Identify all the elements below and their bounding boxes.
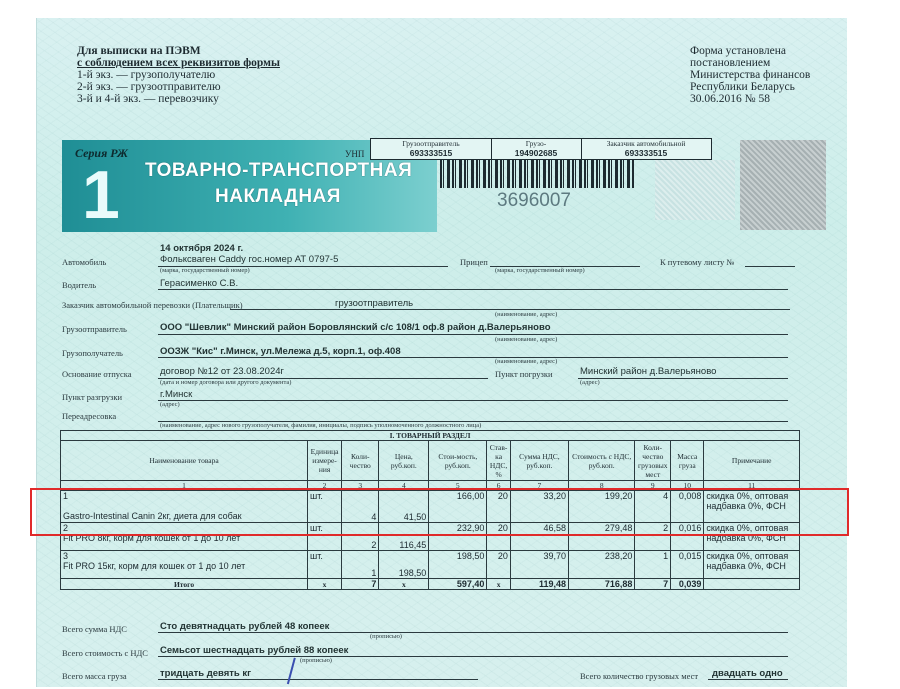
cost-cell: 198,50 bbox=[429, 551, 487, 579]
vat-total-value: Сто девятнадцать рублей 48 копеек bbox=[160, 621, 330, 632]
vat-words-caption: (прописью) bbox=[370, 633, 402, 640]
col-header: Коли-чество грузовых мест bbox=[635, 441, 671, 481]
waybill-label: К путевому листу № bbox=[660, 257, 735, 267]
total-vat-rate: х bbox=[487, 579, 511, 590]
copy-line: 3-й и 4-й экз. — перевозчику bbox=[77, 93, 219, 105]
unloading-label: Пункт разгрузки bbox=[62, 392, 123, 402]
unit-cell: шт. bbox=[308, 523, 342, 551]
sum-total-value: Семьсот шестнадцать рублей 88 копеек bbox=[160, 645, 349, 656]
copy-line: 2-й экз. — грузоотправителю bbox=[77, 81, 221, 93]
hologram bbox=[655, 160, 735, 220]
total-mass: 0,039 bbox=[671, 579, 704, 590]
col-header: Масса груза bbox=[671, 441, 704, 481]
loading-caption: (адрес) bbox=[580, 379, 600, 386]
total-note bbox=[704, 579, 800, 590]
places-cell: 1 bbox=[635, 551, 671, 579]
note-line-2: с соблюдением всех реквизитов формы bbox=[77, 57, 280, 69]
copy-number: 1 bbox=[82, 157, 120, 233]
col-header: Коли-чество bbox=[342, 441, 379, 481]
col-header: Сумма НДС, руб.коп. bbox=[510, 441, 568, 481]
col-number: 11 bbox=[704, 481, 800, 491]
mass-cell: 0,008 bbox=[671, 491, 704, 523]
driver-label: Водитель bbox=[62, 280, 97, 290]
consignee-value: ООЗЖ "Кис" г.Минск, ул.Мележа д.5, корп.1, оф.408 bbox=[160, 346, 401, 357]
sum-total-label: Всего стоимость с НДС bbox=[62, 648, 148, 658]
col-header: Наименование товара bbox=[61, 441, 308, 481]
readdress-label: Переадресовка bbox=[62, 411, 117, 421]
mass-total-value: тридцать девять кг bbox=[160, 668, 252, 679]
section-title: I. ТОВАРНЫЙ РАЗДЕЛ bbox=[61, 431, 800, 441]
qty-cell: 2 bbox=[342, 523, 379, 551]
shipper-caption: (наименование, адрес) bbox=[495, 336, 558, 343]
price-cell: 41,50 bbox=[379, 491, 429, 523]
doc-date: 14 октября 2024 г. bbox=[160, 243, 244, 254]
copy-line: 1-й экз. — грузополучателю bbox=[77, 69, 216, 81]
col-number: 5 bbox=[429, 481, 487, 491]
places-total-value: двадцать одно bbox=[712, 668, 783, 679]
customer-value: грузоотправитель bbox=[335, 298, 414, 309]
mass-cell: 0,015 bbox=[671, 551, 704, 579]
driver-value: Герасименко С.В. bbox=[160, 278, 239, 289]
col-number: 3 bbox=[342, 481, 379, 491]
col-number: 9 bbox=[635, 481, 671, 491]
total-qty: 7 bbox=[342, 579, 379, 590]
col-header: Стоимость с НДС, руб.коп. bbox=[568, 441, 634, 481]
unp-consignee: Грузо- 194902685 bbox=[491, 139, 582, 159]
unp-label: УНП bbox=[345, 149, 365, 159]
form-note-line: Республики Беларусь bbox=[690, 81, 795, 93]
cost-cell: 166,00 bbox=[429, 491, 487, 523]
trailer-label: Прицеп bbox=[460, 257, 488, 267]
col-number: 10 bbox=[671, 481, 704, 491]
table-header-row bbox=[61, 441, 800, 481]
trailer-caption: (марка, государственный номер) bbox=[495, 267, 585, 274]
unp-customer: Заказчик автомобильной 693333515 bbox=[606, 139, 686, 158]
qty-cell: 4 bbox=[342, 491, 379, 523]
form-note-line: 30.06.2016 № 58 bbox=[690, 93, 770, 105]
table-row bbox=[61, 551, 800, 579]
serial-number: 3696007 bbox=[497, 190, 571, 211]
form-note-line: постановлением bbox=[690, 57, 771, 69]
col-number: 1 bbox=[61, 481, 308, 491]
places-cell: 4 bbox=[635, 491, 671, 523]
unloading-caption: (адрес) bbox=[160, 401, 180, 408]
car-value: Фольксваген Caddy гос.номер АТ 0797-5 bbox=[160, 254, 339, 265]
vat-rate-cell: 20 bbox=[487, 551, 511, 579]
vat-rate-cell: 20 bbox=[487, 523, 511, 551]
loading-value: Минский район д.Валерьяново bbox=[580, 366, 717, 377]
item-name-cell: 3 Fit PRO 15кг, корм для кошек от 1 до 10 лет bbox=[61, 551, 308, 579]
basis-value: договор №12 от 23.08.2024г bbox=[160, 366, 284, 377]
security-stamp bbox=[740, 140, 826, 230]
vat-total-label: Всего сумма НДС bbox=[62, 624, 127, 634]
cost-cell: 232,90 bbox=[429, 523, 487, 551]
car-caption: (марка, государственный номер) bbox=[160, 267, 250, 274]
total-cost: 597,40 bbox=[429, 579, 487, 590]
total-cell: 199,20 bbox=[568, 491, 634, 523]
col-header: Став-ка НДС, % bbox=[487, 441, 511, 481]
readdress-caption: (наименование, адрес нового грузополучателя, фамилия, инициалы, подпись уполномоченного должностного лица) bbox=[160, 422, 482, 429]
form-approval-note bbox=[690, 45, 810, 105]
vat-cell: 46,58 bbox=[510, 523, 568, 551]
vat-cell: 33,20 bbox=[510, 491, 568, 523]
note-line-1: Для выписки на ПЭВМ bbox=[77, 45, 201, 57]
col-number: 6 bbox=[487, 481, 511, 491]
series-label: Серия РЖ bbox=[75, 146, 128, 160]
item-name-cell: 2 Fit PRO 8кг, корм для кошек от 1 до 10 лет bbox=[61, 523, 308, 551]
shipper-value: ООО "Шевлик" Минский район Боровлянский с/с 108/1 оф.8 район д.Валерьяново bbox=[160, 322, 551, 333]
total-cell: 238,20 bbox=[568, 551, 634, 579]
print-instructions bbox=[77, 45, 280, 105]
price-cell: 116,45 bbox=[379, 523, 429, 551]
mass-cell: 0,016 bbox=[671, 523, 704, 551]
loading-label: Пункт погрузки bbox=[495, 369, 553, 379]
shipper-label: Грузоотправитель bbox=[62, 324, 127, 334]
col-header: Единица измере-ния bbox=[308, 441, 342, 481]
col-header: Стои-мость, руб.коп. bbox=[429, 441, 487, 481]
places-cell: 2 bbox=[635, 523, 671, 551]
basis-caption: (дата и номер договора или другого документа) bbox=[160, 379, 292, 386]
note-cell: скидка 0%, оптовая надбавка 0%, ФСН bbox=[704, 523, 800, 551]
total-price: х bbox=[379, 579, 429, 590]
consignee-label: Грузополучатель bbox=[62, 348, 123, 358]
unloading-value: г.Минск bbox=[160, 389, 193, 400]
col-header: Цена, руб.коп. bbox=[379, 441, 429, 481]
consignee-caption: (наименование, адрес) bbox=[495, 358, 558, 365]
vat-rate-cell: 20 bbox=[487, 491, 511, 523]
customer-label: Заказчик автомобильной перевозки (Плательщик) bbox=[62, 300, 243, 310]
col-number: 4 bbox=[379, 481, 429, 491]
places-total-label: Всего количество грузовых мест bbox=[580, 671, 699, 681]
total-row bbox=[61, 579, 800, 590]
form-note-line: Форма установлена bbox=[690, 45, 786, 57]
total-unit: х bbox=[308, 579, 342, 590]
col-number: 2 bbox=[308, 481, 342, 491]
total-sum: 716,88 bbox=[568, 579, 634, 590]
vat-cell: 39,70 bbox=[510, 551, 568, 579]
note-cell: скидка 0%, оптовая надбавка 0%, ФСН bbox=[704, 491, 800, 523]
basis-label: Основание отпуска bbox=[62, 369, 132, 379]
total-label: Итого bbox=[61, 579, 308, 590]
qty-cell: 1 bbox=[342, 551, 379, 579]
unit-cell: шт. bbox=[308, 491, 342, 523]
total-vat: 119,48 bbox=[510, 579, 568, 590]
sum-words-caption: (прописью) bbox=[300, 657, 332, 664]
car-label: Автомобиль bbox=[62, 257, 107, 267]
col-header: Примечание bbox=[704, 441, 800, 481]
total-places: 7 bbox=[635, 579, 671, 590]
col-number: 8 bbox=[568, 481, 634, 491]
note-cell: скидка 0%, оптовая надбавка 0%, ФСН bbox=[704, 551, 800, 579]
doc-title-line-2: НАКЛАДНАЯ bbox=[215, 186, 341, 207]
customer-caption: (наименование, адрес) bbox=[495, 311, 558, 318]
unit-cell: шт. bbox=[308, 551, 342, 579]
total-cell: 279,48 bbox=[568, 523, 634, 551]
barcode bbox=[440, 160, 635, 188]
highlight-box bbox=[30, 488, 849, 536]
doc-title-line-1: ТОВАРНО-ТРАНСПОРТНАЯ bbox=[145, 160, 413, 181]
form-note-line: Министерства финансов bbox=[690, 69, 811, 81]
mass-total-label: Всего масса груза bbox=[62, 671, 127, 681]
item-name-cell: 1 Gastro-Intestinal Canin 2кг, диета для собак bbox=[61, 491, 308, 523]
unp-box bbox=[370, 138, 712, 160]
col-number: 7 bbox=[510, 481, 568, 491]
unp-shipper: Грузоотправитель 693333515 bbox=[371, 139, 492, 159]
price-cell: 198,50 bbox=[379, 551, 429, 579]
